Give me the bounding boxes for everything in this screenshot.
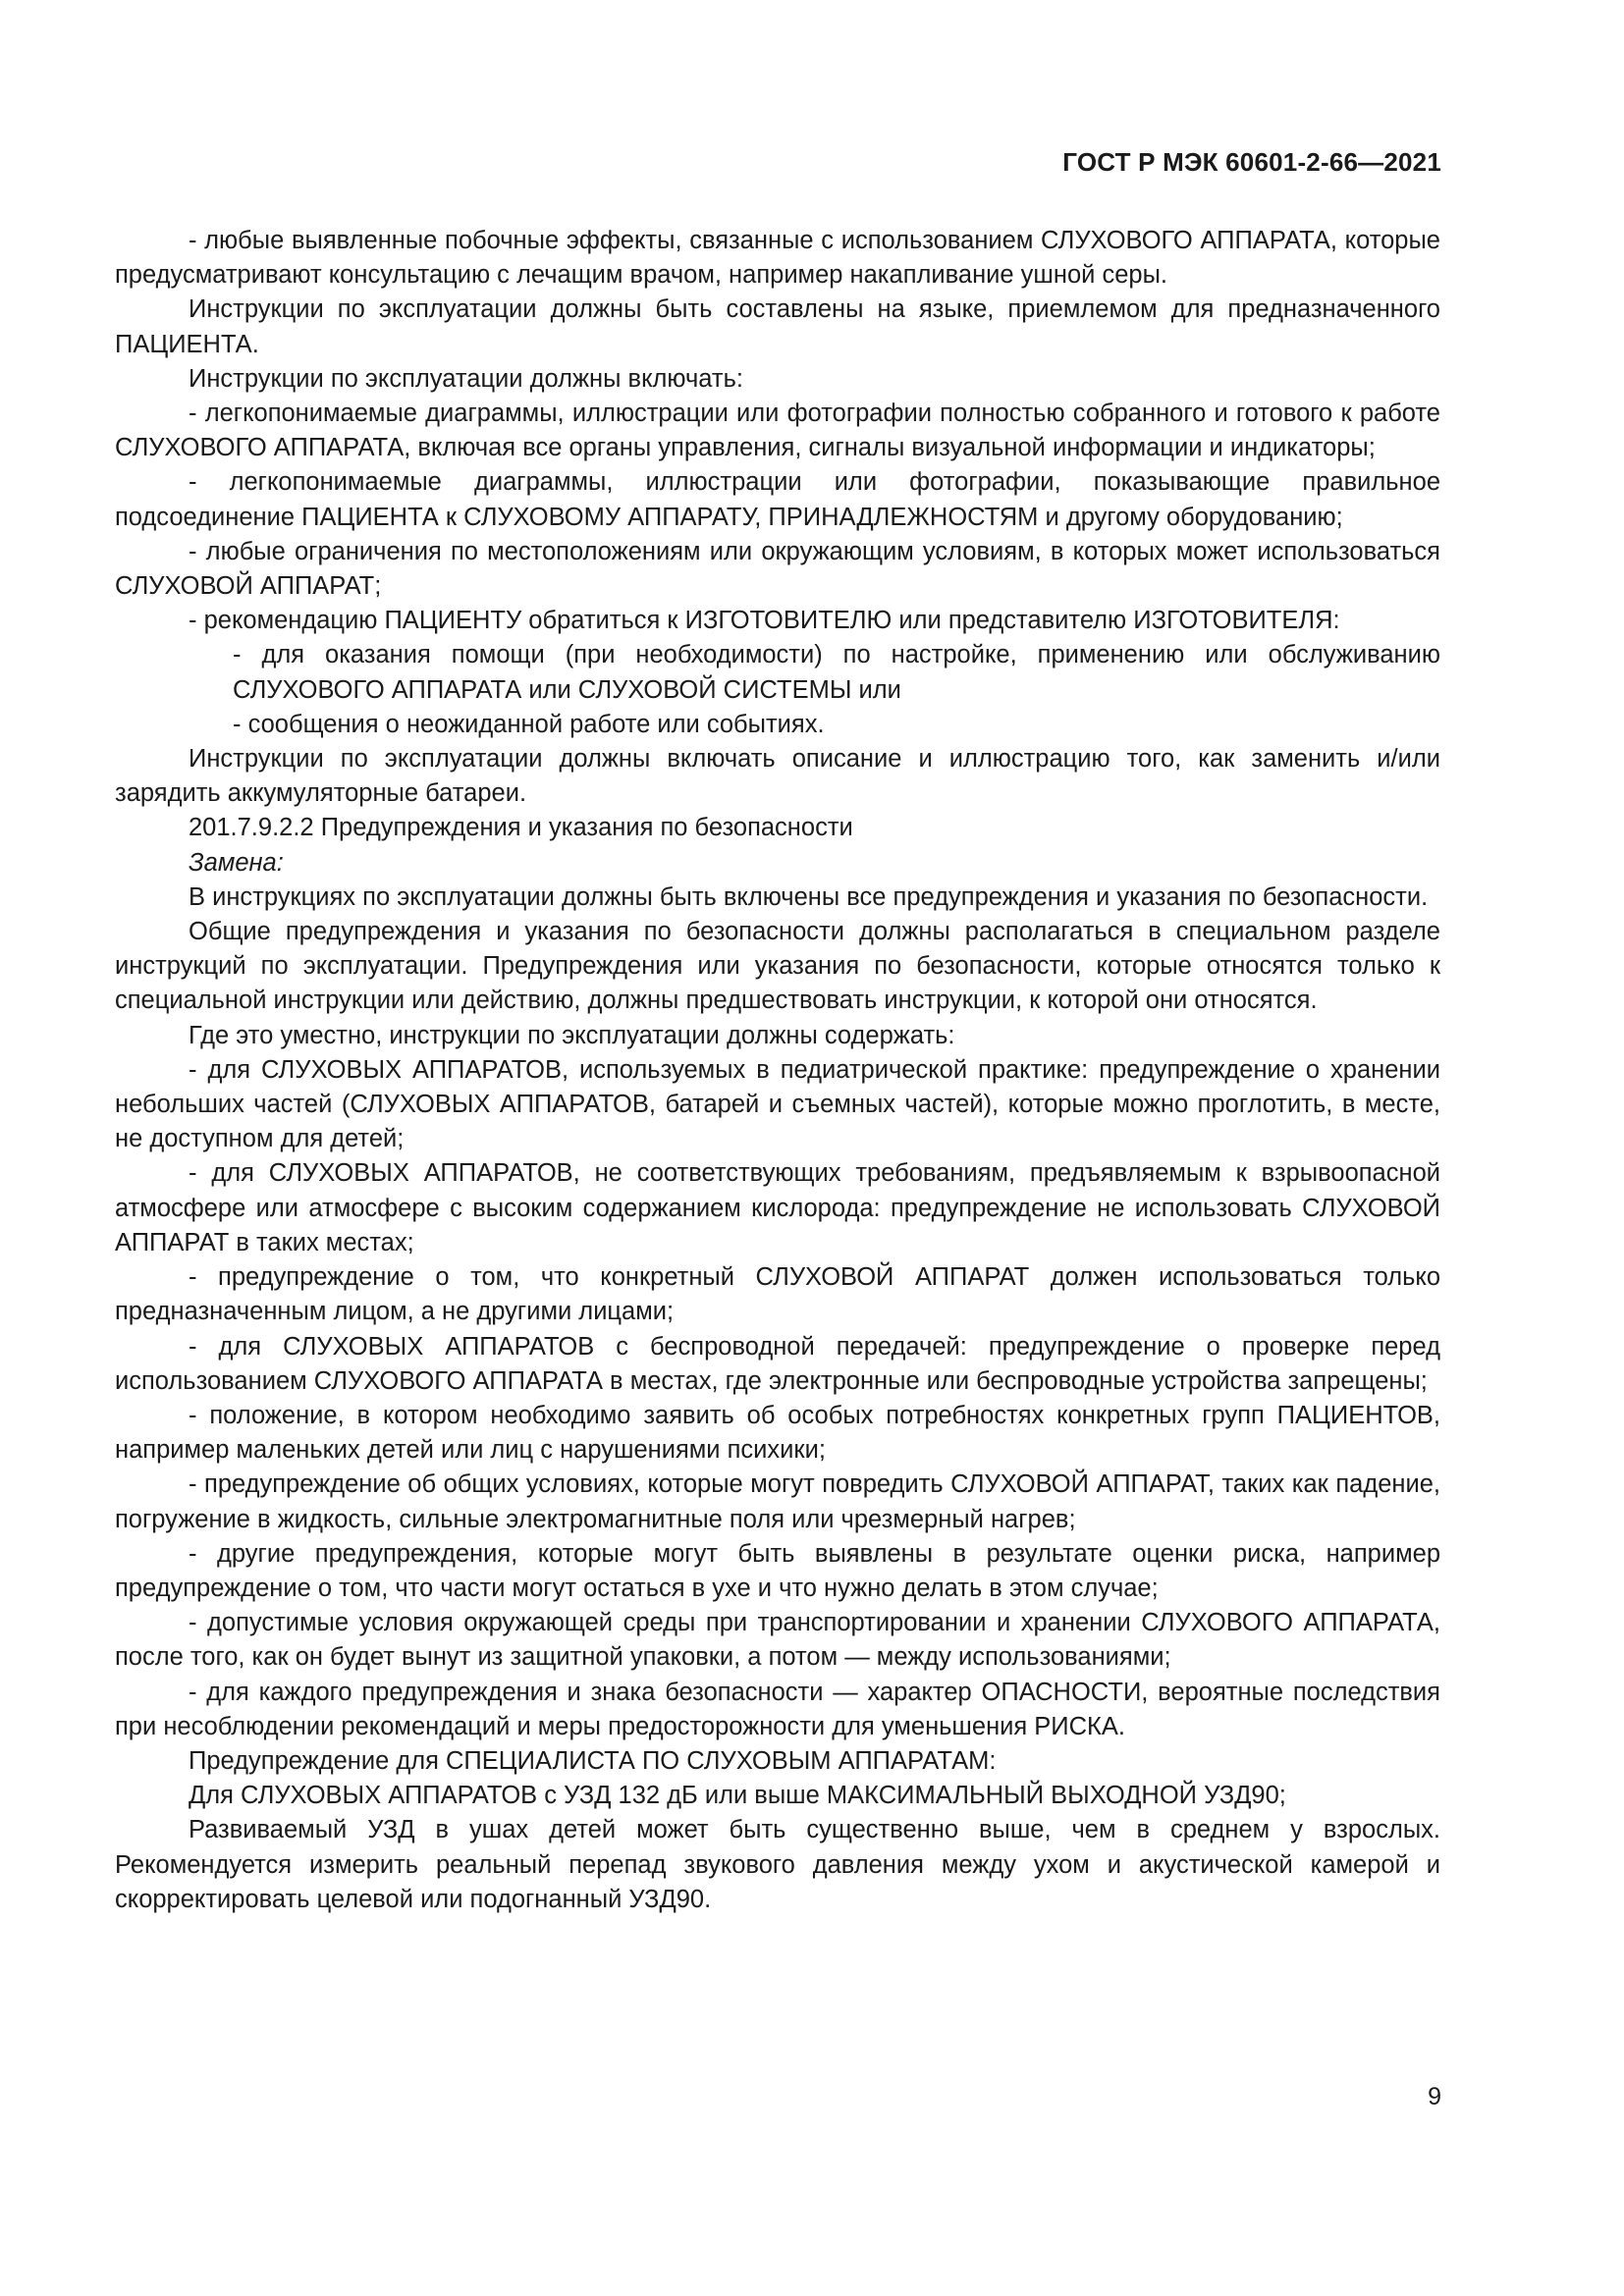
paragraph-children-spl: Развиваемый УЗД в ушах детей может быть существенно выше, чем в среднем у взрослых. Рекомендуется измерить реальный перепад звукового давления между ухом и акустической камерой и скорректировать целевой или подогнанный УЗД90.: [115, 1816, 1440, 1913]
list-item-hazard-nature: - для каждого предупреждения и знака безопасности — характер ОПАСНОСТИ, вероятные последствия при несоблюдении рекомендаций и меры предосторожности для уменьшения РИСКА.: [115, 1678, 1440, 1740]
page-number: 9: [1428, 2083, 1441, 2110]
list-item-pediatric: - для СЛУХОВЫХ АППАРАТОВ, используемых в педиатрической практике: предупреждение о хранении небольших частей (СЛУХОВЫХ АППАРАТОВ, батарей и съемных частей), которые можно проглотить, в месте, не доступном для детей;: [115, 1055, 1440, 1153]
paragraph-where-appropriate: Где это уместно, инструкции по эксплуатации должны содержать:: [189, 1021, 955, 1049]
list-item-diagrams-connection: - легкопонимаемые диаграммы, иллюстрации или фотографии, показывающие правильное подсоединение ПАЦИЕНТА к СЛУХОВОМУ АППАРАТУ, ПРИНАДЛЕЖНОСТЯМ и другому оборудованию;: [115, 468, 1440, 531]
sublist-item-assistance: - для оказания помощи (при необходимости) по настройке, применению или обслуживанию СЛУХОВОГО АППАРАТА или СЛУХОВОЙ СИСТЕМЫ или: [233, 641, 1440, 704]
paragraph-specialist-warning: Предупреждение для СПЕЦИАЛИСТА ПО СЛУХОВЫМ АППАРАТАМ:: [189, 1746, 997, 1775]
paragraph-language: Инструкции по эксплуатации должны быть составлены на языке, приемлемом для предназначенного ПАЦИЕНТА.: [115, 295, 1440, 358]
paragraph-side-effects: - любые выявленные побочные эффекты, связанные с использованием СЛУХОВОГО АППАРАТА, которые предусматривают консультацию с лечащим врачом, например накапливание ушной серы.: [115, 227, 1440, 290]
list-item-damage-conditions: - предупреждение об общих условиях, которые могут повредить СЛУХОВОЙ АППАРАТ, таких как падение, погружение в жидкость, сильные электромагнитные поля или чрезмерный нагрев;: [115, 1470, 1440, 1533]
list-item-intended-person: - предупреждение о том, что конкретный СЛУХОВОЙ АППАРАТ должен использоваться только предназначенным лицом, а не другими лицами;: [115, 1263, 1440, 1326]
section-heading-warnings: 201.7.9.2.2 Предупреждения и указания по безопасности: [189, 814, 853, 842]
paragraph-spl-132: Для СЛУХОВЫХ АППАРАТОВ с УЗД 132 дБ или выше МАКСИМАЛЬНЫЙ ВЫХОДНОЙ УЗД90;: [189, 1782, 1286, 1810]
paragraph-all-warnings: В инструкциях по эксплуатации должны быть включены все предупреждения и указания по безопасности.: [189, 882, 1429, 911]
sublist-item-unexpected-operation: - сообщения о неожиданной работе или событиях.: [233, 710, 825, 738]
replacement-note: Замена:: [189, 848, 284, 877]
paragraph-must-include: Инструкции по эксплуатации должны включать:: [189, 364, 743, 393]
paragraph-batteries: Инструкции по эксплуатации должны включать описание и иллюстрацию того, как заменить и/или зарядить аккумуляторные батареи.: [115, 745, 1440, 808]
list-item-contact-manufacturer: - рекомендацию ПАЦИЕНТУ обратиться к ИЗГОТОВИТЕЛЮ или представителю ИЗГОТОВИТЕЛЯ:: [189, 607, 1340, 635]
standard-code-header: ГОСТ Р МЭК 60601-2-66—2021: [1062, 147, 1441, 177]
list-item-environmental-conditions: - допустимые условия окружающей среды при транспортировании и хранении СЛУХОВОГО АППАРАТА, после того, как он будет вынут из защитной упаковки, а потом — между использованиями;: [115, 1609, 1440, 1672]
body-text: [115, 224, 1440, 1917]
list-item-wireless: - для СЛУХОВЫХ АППАРАТОВ с беспроводной передачей: предупреждение о проверке перед использованием СЛУХОВОГО АППАРАТА в местах, где электронные или беспроводные устройства запрещены;: [115, 1332, 1440, 1395]
list-item-special-needs: - положение, в котором необходимо заявить об особых потребностях конкретных групп ПАЦИЕНТОВ, например маленьких детей или лиц с нарушениями психики;: [115, 1401, 1440, 1465]
list-item-risk-assessment: - другие предупреждения, которые могут быть выявлены в результате оценки риска, например предупреждение о том, что части могут остаться в ухе и что нужно делать в этом случае;: [115, 1539, 1440, 1602]
list-item-explosive-atmosphere: - для СЛУХОВЫХ АППАРАТОВ, не соответствующих требованиям, предъявляемым к взрывоопасной атмосфере или атмосфере с высоким содержанием кислорода: предупреждение не использовать СЛУХОВОЙ АППАРАТ в таких местах;: [115, 1159, 1440, 1256]
paragraph-general-warnings: Общие предупреждения и указания по безопасности должны располагаться в специальном разделе инструкций по эксплуатации. Предупреждения или указания по безопасности, которые относятся только к специальной инструкции или действию, должны предшествовать инструкции, к которой они относятся.: [115, 918, 1440, 1015]
list-item-diagrams-assembled: - легкопонимаемые диаграммы, иллюстрации или фотографии полностью собранного и готового к работе СЛУХОВОГО АППАРАТА, включая все органы управления, сигналы визуальной информации и индикаторы;: [115, 400, 1440, 462]
list-item-location-limits: - любые ограничения по местоположениям или окружающим условиям, в которых может использоваться СЛУХОВОЙ АППАРАТ;: [115, 537, 1440, 601]
